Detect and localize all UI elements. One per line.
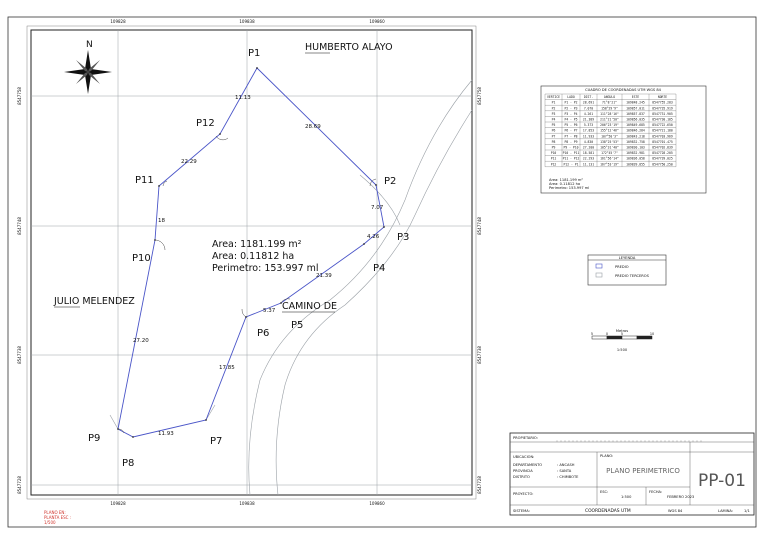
coordinate-table-cell: 71°8'21" xyxy=(602,100,617,105)
segment-length-p10-p11: 18 xyxy=(158,218,165,224)
vertex-point-p3 xyxy=(383,226,385,228)
coordinate-table xyxy=(541,86,706,193)
vertex-point-p8 xyxy=(132,436,134,438)
coordinate-table-cell: 8547731.905 xyxy=(652,111,673,116)
distrito-label: DISTRITO xyxy=(513,475,530,479)
coordinate-table-cell: 105°31'40" xyxy=(600,145,619,150)
grid-y-label-left-4: 8547728 xyxy=(17,476,22,494)
coordinate-table-cell: P12 xyxy=(550,162,557,167)
coordinate-table-cell: 28.691 xyxy=(582,100,595,105)
coordinate-table-cell: P9 - P10 xyxy=(563,145,579,150)
title-block-header: PROPIETARIO: xyxy=(513,436,538,440)
coordinate-table-cell: 138°25'53" xyxy=(600,139,619,144)
coordinate-table-cell: P5 xyxy=(551,123,556,128)
vertex-label-p5: P5 xyxy=(291,320,304,331)
footer-label: SISTEMA: xyxy=(513,509,530,513)
coordinate-table-cell: 8547739.025 xyxy=(652,156,673,161)
coordinate-table-cell: P6 xyxy=(551,128,556,133)
coordinate-table-header: ANGULO xyxy=(603,95,616,100)
grid-x-label-bottom-3: 109860 xyxy=(369,501,385,506)
grid-y-label-left-1: 8547758 xyxy=(17,87,22,105)
scale-ratio: 1:500 xyxy=(616,348,628,352)
coordinate-table-cell: P7 xyxy=(551,134,556,139)
vertex-label-p2: P2 xyxy=(384,176,397,187)
neighbor-west: JULIO MELENDEZ xyxy=(54,296,135,307)
coordinate-table-cell: 8547735.919 xyxy=(652,106,673,111)
coordinate-table-cell: 17.853 xyxy=(582,128,595,133)
coordinate-table-header: ESTE xyxy=(631,95,640,100)
coordinate-table-footer-area-m2: Area: 1181.199 m² xyxy=(549,178,583,182)
vertex-label-p9: P9 xyxy=(88,433,101,444)
area-ha: Area: 0.11812 ha xyxy=(212,251,295,262)
coordinate-table-cell: 4.830 xyxy=(583,139,594,144)
coordinate-table-cell: 109857.837 xyxy=(626,111,645,116)
svg-text:N: N xyxy=(86,40,93,50)
coordinate-table-cell: 21.389 xyxy=(582,117,595,122)
vertex-label-p6: P6 xyxy=(257,328,270,339)
coordinate-table-cell: 109832.758 xyxy=(626,139,645,144)
provincia-value: : SANTA xyxy=(557,469,572,473)
grid-y-label-left-3: 8547738 xyxy=(17,346,22,364)
coordinate-table-cell: 161°56'14" xyxy=(600,156,619,161)
footer-value: COORDENADAS UTM xyxy=(585,509,631,514)
coordinate-table-footer-perimeter: Perimetro: 153.997 ml xyxy=(549,186,590,190)
grid-y-label-right-4: 8547728 xyxy=(477,476,482,494)
departamento-label: DEPARTAMENTO xyxy=(513,463,543,467)
segment-length-p3-p4: 4.26 xyxy=(367,234,380,240)
plot-note-line-1: PLANO EN: xyxy=(44,510,66,515)
footer-datum: WGS 84 xyxy=(668,509,683,513)
coordinate-table-cell: 22.293 xyxy=(582,156,595,161)
coordinate-table-cell: 8547728.205 xyxy=(652,151,673,156)
coordinate-table-header: LADO xyxy=(567,95,575,100)
plot-note-line-2: PLANTA ESC : xyxy=(44,515,72,520)
escala-label: ESC: xyxy=(600,490,609,494)
coordinate-table-cell: 211°21'50" xyxy=(600,117,619,122)
coordinate-table-cell: 109856.035 xyxy=(626,117,645,122)
plot-note xyxy=(44,510,71,525)
escala-value: 1:500 xyxy=(621,495,632,499)
coordinate-table-cell: 107°50'3" xyxy=(601,134,618,139)
coordinate-table-cell: 18.581 xyxy=(582,151,595,156)
coordinate-table-cell: 155°12'46" xyxy=(600,128,619,133)
distrito-value: : CHIMBOTE xyxy=(557,475,579,479)
vertex-label-p4: P4 xyxy=(373,263,386,274)
coordinate-table-header: VERTICE xyxy=(546,95,561,100)
lamina-num: 1/1 xyxy=(744,509,750,513)
coordinate-table-title: CUADRO DE COORDENADAS UTM WGS 84 xyxy=(585,88,661,92)
coordinate-table-cell: 11.933 xyxy=(582,134,595,139)
grid-y-label-right-1: 8547758 xyxy=(477,87,482,105)
plot-note-line-3: 1/500 xyxy=(44,520,56,525)
segment-length-p4-p5: 21.39 xyxy=(316,273,332,279)
segment-length-p2-p3: 7.07 xyxy=(371,205,384,211)
coordinate-table-cell: 109843.218 xyxy=(626,134,645,139)
area-summary xyxy=(212,239,319,274)
coordinate-table-cell: 8547702.839 xyxy=(652,145,673,150)
scale-bar xyxy=(591,329,654,352)
legend-item-predio: PREDIO xyxy=(615,265,629,269)
coordinate-table-cell: 109830.103 xyxy=(626,145,645,150)
coordinate-table-cell: 109846.284 xyxy=(626,128,645,133)
vertex-point-p11 xyxy=(158,185,160,187)
neighbor-road: CAMINO DE xyxy=(282,301,338,312)
north-arrow-icon xyxy=(64,40,112,94)
plano-label: PLANO: xyxy=(600,454,614,458)
neighbor-north: HUMBERTO ALAYO xyxy=(305,42,393,53)
coordinate-table-cell: 109839.855 xyxy=(626,162,645,167)
coordinate-table-cell: 4.261 xyxy=(583,111,594,116)
vertex-label-p10: P10 xyxy=(132,253,151,264)
coordinate-table-cell: 8547750.250 xyxy=(652,162,673,167)
vertex-point-p1 xyxy=(256,67,258,69)
grid-y-labels xyxy=(17,87,482,494)
coordinate-table-cell: 8547703.969 xyxy=(652,134,673,139)
coordinate-table-cell: P12 - P1 xyxy=(563,162,579,167)
coordinate-table-cell: 172°45'7" xyxy=(601,151,618,156)
proyecto-label: PROYECTO: xyxy=(513,492,534,496)
fecha-label: FECHA: xyxy=(649,490,663,494)
coordinate-table-header: NORTE xyxy=(657,95,668,100)
coordinate-table-cell: 11.131 xyxy=(582,162,595,167)
vertex-label-p11: P11 xyxy=(135,175,154,186)
vertex-label-p7: P7 xyxy=(210,436,223,447)
coordinate-table-cell: P2 - P3 xyxy=(564,106,578,111)
coordinate-table-cell: 111°28'16" xyxy=(600,111,619,116)
legend xyxy=(588,255,666,285)
coordinate-table-cell: P8 xyxy=(551,139,556,144)
vertex-point-p12 xyxy=(219,133,221,135)
coordinate-table-cell: P1 xyxy=(551,100,556,105)
coordinate-table-cell: P3 xyxy=(551,111,556,116)
coordinate-table-cell: 8547730.185 xyxy=(652,117,673,122)
grid-y-label-right-3: 8547738 xyxy=(477,346,482,364)
grid-x-label-bottom-1: 109828 xyxy=(110,501,126,506)
scale-tick-2: 0 xyxy=(605,332,609,336)
vertex-point-p7 xyxy=(205,419,207,421)
vertex-point-p4 xyxy=(363,243,365,245)
coordinate-table-cell: P5 - P6 xyxy=(564,123,578,128)
scale-tick-1: 5 xyxy=(590,332,594,336)
vertex-label-p3: P3 xyxy=(397,232,410,243)
legend-item-terceros: PREDIO TERCEROS xyxy=(615,274,649,278)
coordinate-table-cell: P6 - P7 xyxy=(564,128,578,133)
coordinate-table-cell: P10 - P11 xyxy=(562,151,580,156)
area-m2: Area: 1181.199 m² xyxy=(212,239,302,250)
coordinate-table-cell: P8 - P9 xyxy=(564,139,578,144)
scale-tick-3: 5 xyxy=(620,332,624,336)
coordinate-table-cell: 109848.245 xyxy=(626,100,645,105)
coordinate-table-cell: P3 - P4 xyxy=(564,111,578,116)
coordinate-table-cell: P10 xyxy=(550,151,557,156)
segment-length-p9-p10: 27.20 xyxy=(133,338,149,344)
coordinate-table-cell: P4 xyxy=(551,117,556,122)
coordinate-table-cell: 109836.058 xyxy=(626,156,645,161)
legend-title: LEYENDA xyxy=(618,255,636,260)
segment-length-p7-p8: 11.93 xyxy=(158,431,174,437)
coordinate-table-cell: 8547701.475 xyxy=(652,139,673,144)
grid-x-label-top-2: 109838 xyxy=(239,19,255,24)
coordinate-table-cell: 27.200 xyxy=(582,145,595,150)
vertex-label-p8: P8 xyxy=(122,458,135,469)
scale-title: Metros xyxy=(615,329,629,333)
title-block xyxy=(510,433,754,515)
plano-name: PLANO PERIMETRICO xyxy=(606,467,680,475)
coordinate-table-cell: P11 - P12 xyxy=(562,156,580,161)
fecha-value: FEBRERO 2023 xyxy=(667,495,695,499)
coordinate-table-cell: P1 - P2 xyxy=(564,100,578,105)
perimeter: Perimetro: 153.997 ml xyxy=(212,263,319,274)
provincia-label: PROVINCIA xyxy=(513,469,533,473)
coordinate-table-cell: 158°29'9" xyxy=(601,106,618,111)
segment-length-p11-p12: 22.29 xyxy=(181,159,197,165)
vertex-point-p2 xyxy=(375,184,377,186)
grid-x-label-top-1: 109828 xyxy=(110,19,126,24)
coordinate-table-cell: 109849.685 xyxy=(626,123,645,128)
coordinate-table-header: DIST. xyxy=(583,95,594,100)
coordinate-table-cell: P7 - P8 xyxy=(564,134,578,139)
segment-length-p5-p6: 5.37 xyxy=(263,308,276,314)
segment-length-p6-p7: 17.85 xyxy=(219,365,235,371)
coordinate-table-cell: 8547755.283 xyxy=(652,100,673,105)
scale-tick-4: 10 xyxy=(649,332,655,336)
segment-length-p12-p1: 11.13 xyxy=(235,95,251,101)
coordinate-table-cell: 7.070 xyxy=(583,106,594,111)
grid-x-label-top-3: 109860 xyxy=(369,19,385,24)
vertex-label-p1: P1 xyxy=(248,48,261,59)
coordinate-table-cell: 109832.981 xyxy=(626,151,645,156)
grid-y-label-left-2: 8547748 xyxy=(17,217,22,235)
coordinate-table-footer-area-ha: Area: 0.11812 ha xyxy=(549,182,581,186)
grid-y-label-right-2: 8547748 xyxy=(477,217,482,235)
lamina-code: PP-01 xyxy=(698,471,746,491)
ubicacion-label: UBICACION: xyxy=(513,455,535,459)
lamina-label: LAMINA: xyxy=(718,509,733,513)
coordinate-table-cell: 167°53'19" xyxy=(600,162,619,167)
coordinate-table-cell: 206°23'19" xyxy=(600,123,619,128)
coordinate-table-cell: P9 xyxy=(551,145,556,150)
coordinate-table-cell: 5.373 xyxy=(583,123,594,128)
coordinate-table-cell: 8547721.180 xyxy=(652,128,673,133)
coordinate-table-cell: P4 - P5 xyxy=(564,117,578,122)
departamento-value: : ANCASH xyxy=(557,463,575,467)
coordinate-table-cell: 109857.011 xyxy=(626,106,645,111)
coordinate-table-cell: P11 xyxy=(550,156,557,161)
grid-x-label-bottom-2: 109838 xyxy=(239,501,255,506)
coordinate-table-cell: 8547722.650 xyxy=(652,123,673,128)
coordinate-table-cell: P2 xyxy=(551,106,556,111)
segment-length-p1-p2: 28.69 xyxy=(305,124,321,130)
vertex-label-p12: P12 xyxy=(196,118,215,129)
